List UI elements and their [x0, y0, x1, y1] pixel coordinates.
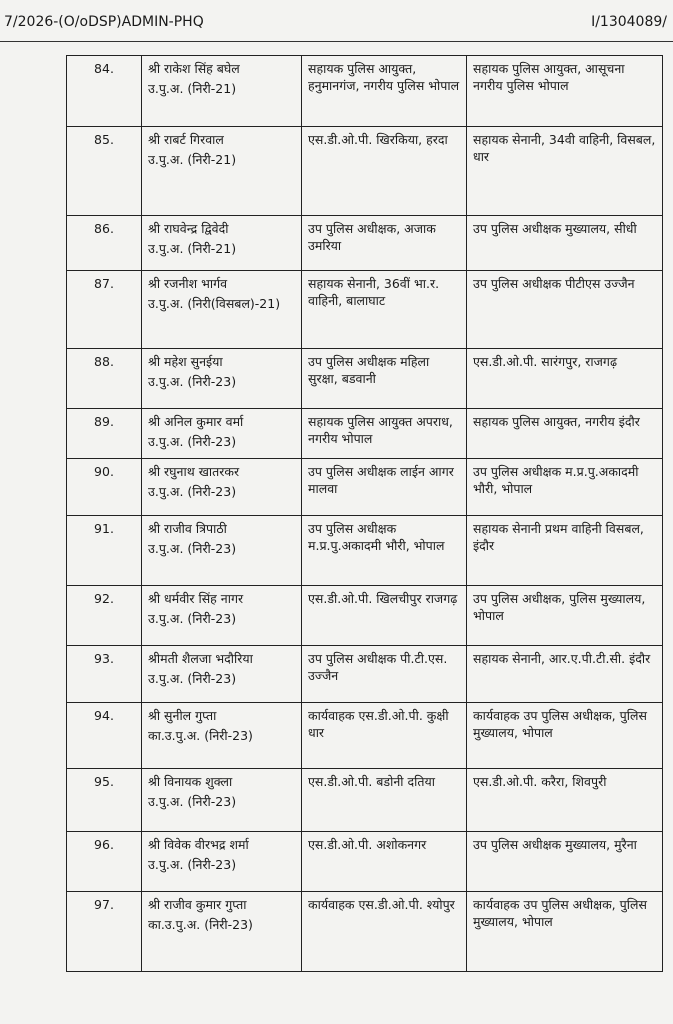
officer-name: श्री सुनील गुप्ता: [148, 708, 217, 723]
new-posting: कार्यवाहक उप पुलिस अधीक्षक, पुलिस मुख्यालय, भोपाल: [467, 892, 663, 972]
transfer-table: [66, 55, 663, 972]
current-posting: सहायक सेनानी, 36वीं भा.र. वाहिनी, बालाघाट: [302, 271, 467, 349]
current-posting: एस.डी.ओ.पी. अशोकनगर: [302, 832, 467, 892]
new-posting: सहायक सेनानी, 34वी वाहिनी, विसबल, धार: [467, 127, 663, 216]
new-posting: उप पुलिस अधीक्षक म.प्र.पु.अकादमी भौरी, भोपाल: [467, 459, 663, 516]
current-posting: एस.डी.ओ.पी. खिरकिया, हरदा: [302, 127, 467, 216]
officer-cell: [142, 56, 302, 127]
officer-cell: [142, 703, 302, 769]
officer-name: श्री राकेश सिंह बघेल: [148, 61, 240, 76]
new-posting: उप पुलिस अधीक्षक मुख्यालय, सीधी: [467, 216, 663, 271]
table-row: [67, 586, 663, 646]
officer-name: श्री अनिल कुमार वर्मा: [148, 414, 244, 429]
officer-rank: उ.पु.अ. (निरी-21): [148, 81, 237, 96]
current-posting: उप पुलिस अधीक्षक म.प्र.पु.अकादमी भौरी, भोपाल: [302, 516, 467, 586]
officer-cell: [142, 349, 302, 409]
table-row: [67, 271, 663, 349]
page-bottom-margin: [66, 1003, 662, 1024]
officer-name: श्री राजीव कुमार गुप्ता: [148, 897, 247, 912]
officer-cell: [142, 516, 302, 586]
officer-name: श्री रजनीश भार्गव: [148, 276, 228, 291]
officer-rank: उ.पु.अ. (निरी-23): [148, 484, 237, 499]
officer-cell: [142, 216, 302, 271]
officer-name: श्री रघुनाथ खातरकर: [148, 464, 240, 479]
serial-number: 92.: [67, 586, 142, 646]
new-posting: एस.डी.ओ.पी. करैरा, शिवपुरी: [467, 769, 663, 832]
file-reference: 7/2026-(O/oDSP)ADMIN-PHQ: [4, 14, 204, 30]
officer-rank: का.उ.पु.अ. (निरी-23): [148, 917, 253, 932]
new-posting: एस.डी.ओ.पी. सारंगपुर, राजगढ़: [467, 349, 663, 409]
current-posting: कार्यवाहक एस.डी.ओ.पी. श्योपुर: [302, 892, 467, 972]
current-posting: एस.डी.ओ.पी. खिलचीपुर राजगढ़: [302, 586, 467, 646]
table-row: [67, 703, 663, 769]
new-posting: उप पुलिस अधीक्षक, पुलिस मुख्यालय, भोपाल: [467, 586, 663, 646]
table-row: [67, 892, 663, 972]
officer-cell: [142, 769, 302, 832]
current-posting: एस.डी.ओ.पी. बडोनी दतिया: [302, 769, 467, 832]
new-posting: उप पुलिस अधीक्षक पीटीएस उज्जैन: [467, 271, 663, 349]
table-row: [67, 459, 663, 516]
officer-rank: उ.पु.अ. (निरी-21): [148, 152, 237, 167]
officer-name: श्री महेश सुनईया: [148, 354, 223, 369]
table-row: [67, 646, 663, 703]
current-posting: उप पुलिस अधीक्षक पी.टी.एस. उज्जैन: [302, 646, 467, 703]
new-posting: सहायक सेनानी प्रथम वाहिनी विसबल, इंदौर: [467, 516, 663, 586]
serial-number: 87.: [67, 271, 142, 349]
serial-number: 95.: [67, 769, 142, 832]
officer-name: श्री धर्मवीर सिंह नागर: [148, 591, 244, 606]
officer-name: श्रीमती शैलजा भदौरिया: [148, 651, 253, 666]
officer-cell: [142, 646, 302, 703]
table-row: [67, 216, 663, 271]
serial-number: 96.: [67, 832, 142, 892]
new-posting: उप पुलिस अधीक्षक मुख्यालय, मुरैना: [467, 832, 663, 892]
document-number: I/1304089/: [591, 14, 667, 30]
transfer-table-body: [67, 56, 663, 972]
officer-cell: [142, 832, 302, 892]
serial-number: 88.: [67, 349, 142, 409]
officer-cell: [142, 892, 302, 972]
new-posting: सहायक पुलिस आयुक्त, आसूचना नगरीय पुलिस भोपाल: [467, 56, 663, 127]
table-row: [67, 769, 663, 832]
officer-rank: उ.पु.अ. (निरी-23): [148, 611, 237, 626]
officer-cell: [142, 586, 302, 646]
officer-cell: [142, 409, 302, 459]
table-row: [67, 409, 663, 459]
new-posting: सहायक पुलिस आयुक्त, नगरीय इंदौर: [467, 409, 663, 459]
officer-cell: [142, 271, 302, 349]
current-posting: उप पुलिस अधीक्षक, अजाक उमरिया: [302, 216, 467, 271]
serial-number: 86.: [67, 216, 142, 271]
serial-number: 94.: [67, 703, 142, 769]
officer-name: श्री राबर्ट गिरवाल: [148, 132, 224, 147]
officer-rank: उ.पु.अ. (निरी-23): [148, 541, 237, 556]
officer-rank: उ.पु.अ. (निरी-23): [148, 374, 237, 389]
officer-rank: उ.पु.अ. (निरी-23): [148, 794, 237, 809]
serial-number: 85.: [67, 127, 142, 216]
new-posting: कार्यवाहक उप पुलिस अधीक्षक, पुलिस मुख्यालय, भोपाल: [467, 703, 663, 769]
table-row: [67, 832, 663, 892]
table-row: [67, 127, 663, 216]
serial-number: 97.: [67, 892, 142, 972]
officer-rank: उ.पु.अ. (निरी-23): [148, 671, 237, 686]
serial-number: 84.: [67, 56, 142, 127]
table-row: [67, 56, 663, 127]
serial-number: 90.: [67, 459, 142, 516]
current-posting: कार्यवाहक एस.डी.ओ.पी. कुक्षी धार: [302, 703, 467, 769]
officer-name: श्री राजीव त्रिपाठी: [148, 521, 227, 536]
officer-cell: [142, 459, 302, 516]
serial-number: 89.: [67, 409, 142, 459]
header-divider: [0, 41, 673, 42]
officer-name: श्री विनायक शुक्ला: [148, 774, 233, 789]
officer-rank: का.उ.पु.अ. (निरी-23): [148, 728, 253, 743]
document-header: [0, 0, 673, 44]
current-posting: उप पुलिस अधीक्षक महिला सुरक्षा, बडवानी: [302, 349, 467, 409]
officer-rank: उ.पु.अ. (निरी(विसबल)-21): [148, 296, 281, 311]
officer-rank: उ.पु.अ. (निरी-23): [148, 857, 237, 872]
table-row: [67, 516, 663, 586]
serial-number: 93.: [67, 646, 142, 703]
serial-number: 91.: [67, 516, 142, 586]
officer-cell: [142, 127, 302, 216]
current-posting: सहायक पुलिस आयुक्त अपराध, नगरीय भोपाल: [302, 409, 467, 459]
officer-name: श्री राघवेन्द्र द्विवेदी: [148, 221, 229, 236]
officer-rank: उ.पु.अ. (निरी-21): [148, 241, 237, 256]
current-posting: सहायक पुलिस आयुक्त, हनुमानगंज, नगरीय पुलिस भोपाल: [302, 56, 467, 127]
current-posting: उप पुलिस अधीक्षक लाईन आगर मालवा: [302, 459, 467, 516]
new-posting: सहायक सेनानी, आर.ए.पी.टी.सी. इंदौर: [467, 646, 663, 703]
table-row: [67, 349, 663, 409]
officer-rank: उ.पु.अ. (निरी-23): [148, 434, 237, 449]
officer-name: श्री विवेक वीरभद्र शर्मा: [148, 837, 249, 852]
